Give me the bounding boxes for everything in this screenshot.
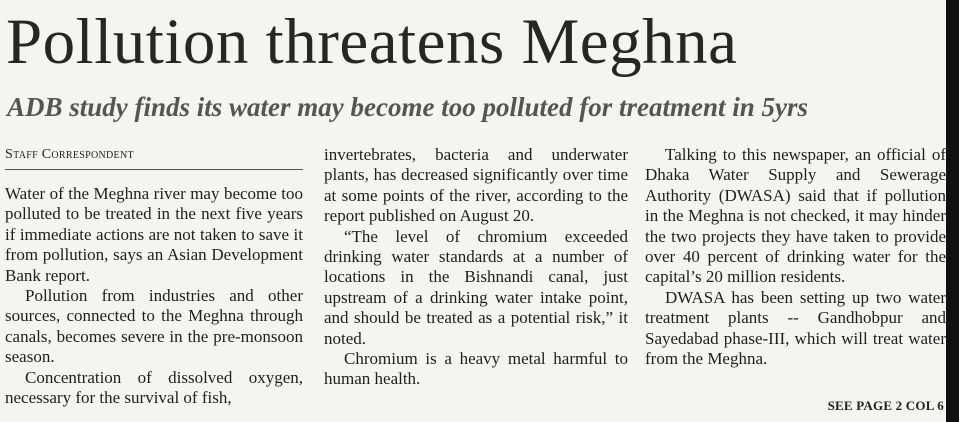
paragraph-2: Pollution from industries and other sources, connected to the Meghna through canals, becomes severe in the pre-monsoon season. — [5, 286, 303, 367]
paragraph-7: DWASA has been setting up two water treatment plants -- Gandhobpur and Sayedabad phase-III, which will treat water from the Meghna. — [645, 287, 946, 369]
paragraph-3-continued: invertebrates, bacteria and underwater plants, has decreased significantly over time at some points of the river, according to the report published on August 20. — [324, 145, 628, 226]
paragraph-3: Concentration of dissolved oxygen, necessary for the survival of fish, — [5, 367, 303, 408]
headline: Pollution threatens Meghna — [6, 6, 738, 78]
paragraph-1: Water of the Meghna river may become too polluted to be treated in the next five years if immediate actions are not taken to save it from pollution, says an Asian Development Bank report. — [5, 184, 303, 285]
paragraph-4: “The level of chromium exceeded drinking water standards at a number of locations in the Bishnandi canal, just upstream of a drinking water intake point, and should be treated as a potential risk,” it noted. — [324, 226, 628, 348]
subheadline: ADB study finds its water may become too polluted for treatment in 5yrs — [7, 92, 809, 122]
column-1 — [5, 145, 303, 408]
column-2 — [324, 145, 628, 390]
paragraph-5: Chromium is a heavy metal harmful to human health. — [324, 349, 628, 389]
continuation-jump-line: SEE PAGE 2 COL 6 — [827, 398, 944, 413]
page-edge-bar — [946, 0, 959, 422]
byline: Staff Correspondent — [5, 145, 303, 170]
column-3 — [645, 145, 946, 369]
paragraph-6: Talking to this newspaper, an official of Dhaka Water Supply and Sewerage Authority (DWASA) said that if pollution in the Meghna is not checked, it may hinder the two projects they have taken to provide over 40 percent of drinking water for the capital’s 20 million residents. — [645, 145, 946, 287]
